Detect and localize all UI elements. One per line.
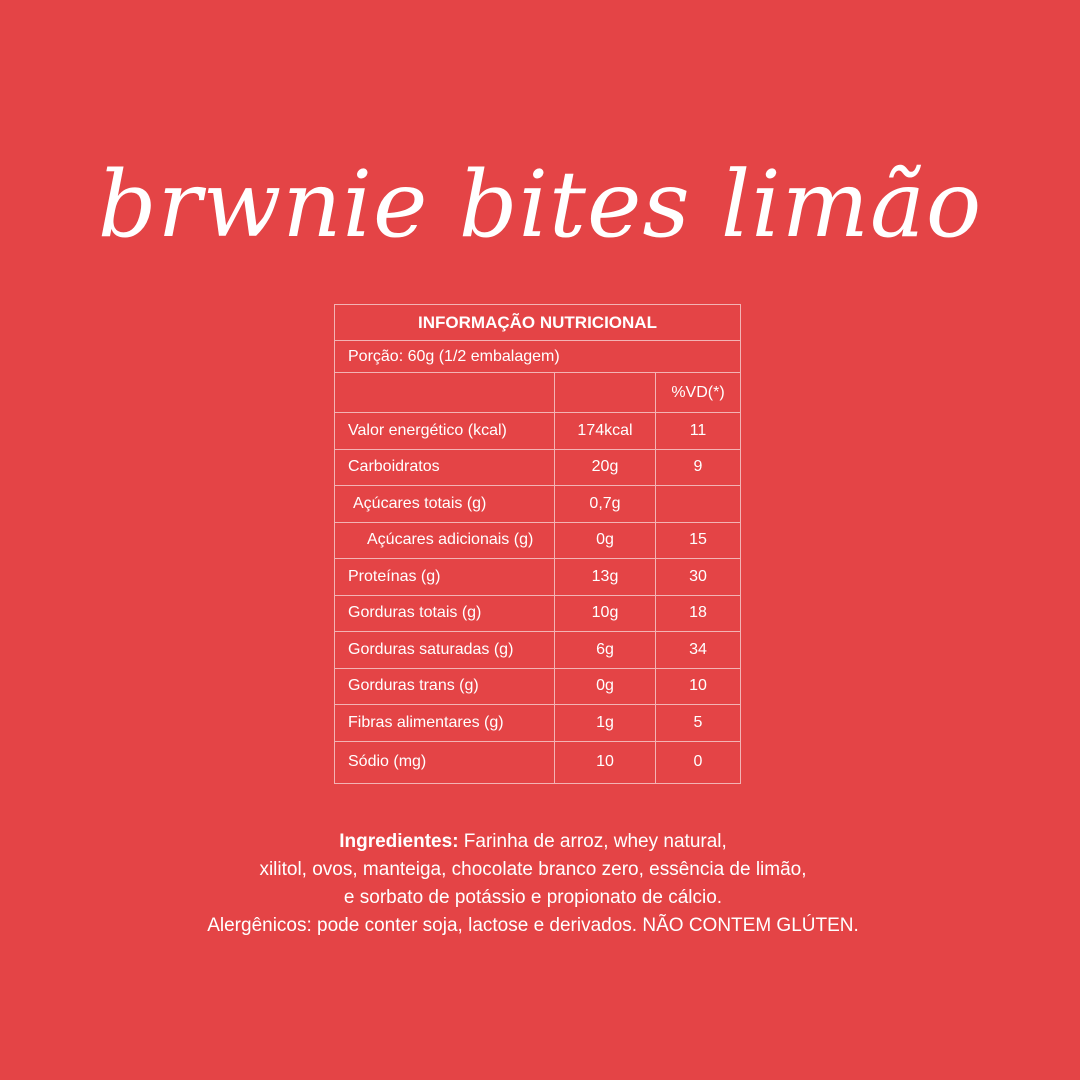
header-blank-cell: [555, 373, 656, 413]
ingredients-label: Ingredientes:: [339, 831, 459, 852]
nutrient-value: 0g: [555, 522, 656, 559]
nutrient-value: 10g: [555, 595, 656, 632]
nutrient-label: Sódio (mg): [335, 741, 555, 783]
nutrient-label: Gorduras saturadas (g): [335, 632, 555, 669]
nutrient-label: Açúcares adicionais (g): [335, 522, 555, 559]
nutrient-daily-value: 34: [656, 632, 741, 669]
nutrient-daily-value: 5: [656, 705, 741, 742]
table-row: [335, 413, 741, 450]
table-row: [335, 595, 741, 632]
nutrient-daily-value: [656, 486, 741, 523]
nutrient-daily-value: 30: [656, 559, 741, 596]
nutrient-label: Fibras alimentares (g): [335, 705, 555, 742]
daily-value-header: %VD(*): [656, 373, 741, 413]
table-row: [335, 632, 741, 669]
table-row: [335, 741, 741, 783]
table-row: [335, 559, 741, 596]
nutrition-table: [334, 304, 741, 784]
product-title: brwnie bites limão: [97, 151, 983, 258]
table-row: [335, 522, 741, 559]
ingredients-line-2: xilitol, ovos, manteiga, chocolate branco zero, essência de limão,: [259, 859, 807, 880]
nutrient-value: 0g: [555, 668, 656, 705]
nutrient-daily-value: 10: [656, 668, 741, 705]
nutrient-value: 0,7g: [555, 486, 656, 523]
nutrient-daily-value: 18: [656, 595, 741, 632]
nutrient-label: Carboidratos: [335, 449, 555, 486]
nutrient-label: Gorduras trans (g): [335, 668, 555, 705]
ingredients-line-3: e sorbato de potássio e propionato de cálcio.: [343, 887, 723, 908]
nutrient-value: 1g: [555, 705, 656, 742]
nutrient-value: 174kcal: [555, 413, 656, 450]
nutrient-label: Valor energético (kcal): [335, 413, 555, 450]
table-row: [335, 668, 741, 705]
nutrient-daily-value: 0: [656, 741, 741, 783]
nutrient-value: 13g: [555, 559, 656, 596]
nutrient-daily-value: 11: [656, 413, 741, 450]
nutrient-value: 6g: [555, 632, 656, 669]
header-blank-cell: [335, 373, 555, 413]
portion-size: Porção: 60g (1/2 embalagem): [335, 341, 741, 373]
nutrient-daily-value: 9: [656, 449, 741, 486]
ingredients-line: [0, 828, 1066, 856]
nutrient-label: Açúcares totais (g): [335, 486, 555, 523]
nutrient-label: Proteínas (g): [335, 559, 555, 596]
nutrient-label: Gorduras totais (g): [335, 595, 555, 632]
table-row: [335, 705, 741, 742]
nutrition-heading: INFORMAÇÃO NUTRICIONAL: [335, 305, 741, 341]
nutrient-value: 10: [555, 741, 656, 783]
ingredients-line-1: Farinha de arroz, whey natural,: [458, 831, 727, 852]
nutrient-value: 20g: [555, 449, 656, 486]
ingredients-text: [0, 828, 1066, 940]
nutrient-daily-value: 15: [656, 522, 741, 559]
table-row: [335, 449, 741, 486]
allergens-line: Alergênicos: pode conter soja, lactose e derivados. NÃO CONTEM GLÚTEN.: [207, 915, 859, 936]
table-row: [335, 486, 741, 523]
